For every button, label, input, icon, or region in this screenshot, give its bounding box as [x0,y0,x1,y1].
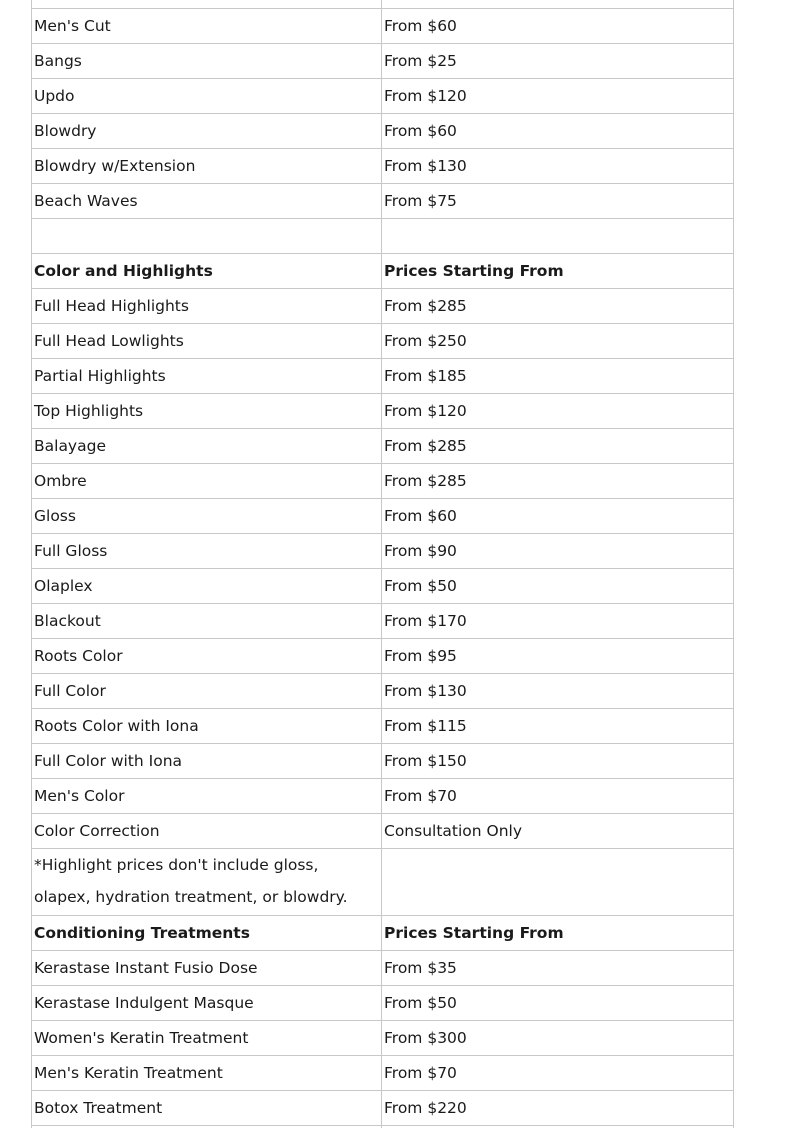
table-row [32,44,734,79]
service-price-cell: From $75 [382,184,734,219]
service-name-cell: Roots Color with Iona [32,709,382,744]
service-price-cell: From $25 [382,44,734,79]
section-header-row-conditioning [32,916,734,951]
table-row [32,986,734,1021]
service-name-cell [32,219,382,254]
service-name-cell: Full Gloss [32,534,382,569]
service-name-cell: Blackout [32,604,382,639]
section-header-price: Prices Starting From [382,254,734,289]
price-list-table [31,0,734,1128]
service-name-cell: Full Color [32,674,382,709]
table-row [32,79,734,114]
service-name-cell: Full Head Lowlights [32,324,382,359]
section-header-row-color [32,254,734,289]
service-price-cell: From $50 [382,569,734,604]
service-name-cell: Color Correction [32,814,382,849]
service-price-cell: From $70 [382,779,734,814]
table-row [32,1021,734,1056]
service-price-cell: From $120 [382,394,734,429]
table-row [32,779,734,814]
service-price-cell [382,219,734,254]
service-price-cell: From $115 [382,709,734,744]
table-row [32,709,734,744]
service-name-cell: Updo [32,79,382,114]
service-price-cell: From $185 [382,359,734,394]
table-row [32,114,734,149]
table-row [32,429,734,464]
service-name-cell: Balayage [32,429,382,464]
table-row [32,149,734,184]
table-row [32,464,734,499]
table-row [32,1091,734,1126]
table-row [32,604,734,639]
table-row [32,744,734,779]
service-price-cell: From $170 [382,604,734,639]
service-price-cell: Consultation Only [382,814,734,849]
table-row [32,499,734,534]
service-price-cell: From $285 [382,289,734,324]
service-price-cell: From $50 [382,986,734,1021]
service-price-cell: From $60 [382,114,734,149]
service-name-cell: Botox Treatment [32,1091,382,1126]
table-row [32,814,734,849]
service-name-cell: Men's Cut [32,9,382,44]
service-name-cell: Top Highlights [32,394,382,429]
empty-cell [382,849,734,916]
service-name-cell: Full Head Highlights [32,289,382,324]
service-price-cell: From $120 [382,79,734,114]
note-row [32,849,734,916]
service-name-cell: Men's Keratin Treatment [32,1056,382,1091]
service-price-cell: From $130 [382,674,734,709]
highlight-note: *Highlight prices don't include gloss, olapex, hydration treatment, or blowdry. [32,849,382,916]
service-name-cell: Roots Color [32,639,382,674]
service-name-cell: Blowdry [32,114,382,149]
table-row [32,184,734,219]
service-name-cell: Partial Highlights [32,359,382,394]
service-name-cell: Full Color with Iona [32,744,382,779]
service-price-cell: From $60 [382,9,734,44]
service-name-cell: Beach Waves [32,184,382,219]
table-row [32,289,734,324]
table-row [32,534,734,569]
service-name-cell: Men's Color [32,779,382,814]
service-price-cell: From $250 [382,324,734,359]
service-name-cell: Ombre [32,464,382,499]
table-row [32,1056,734,1091]
section-header-service: Conditioning Treatments [32,916,382,951]
service-name-cell: Kerastase Indulgent Masque [32,986,382,1021]
table-row [32,0,734,9]
price-list-container [31,0,734,1128]
table-row [32,324,734,359]
section-header-service: Color and Highlights [32,254,382,289]
service-name-cell: Olaplex [32,569,382,604]
table-row [32,639,734,674]
section-header-price: Prices Starting From [382,916,734,951]
table-row [32,9,734,44]
service-price-cell: From $60 [382,499,734,534]
service-price-cell: From $90 [382,534,734,569]
service-name-cell: Gloss [32,499,382,534]
service-name-cell: Blowdry w/Extension [32,149,382,184]
service-name-cell: Bangs [32,44,382,79]
service-price-cell: From $35 [382,951,734,986]
service-price-cell: From $220 [382,1091,734,1126]
table-row [32,674,734,709]
service-name-cell [32,0,382,9]
table-row [32,359,734,394]
service-price-cell: From $300 [382,1021,734,1056]
service-name-cell: Kerastase Instant Fusio Dose [32,951,382,986]
service-price-cell [382,0,734,9]
service-price-cell: From $70 [382,1056,734,1091]
table-row [32,394,734,429]
table-row [32,569,734,604]
service-price-cell: From $130 [382,149,734,184]
service-price-cell: From $285 [382,429,734,464]
price-list-body [32,0,734,1128]
service-price-cell: From $95 [382,639,734,674]
service-price-cell: From $150 [382,744,734,779]
table-row [32,219,734,254]
table-row [32,951,734,986]
service-price-cell: From $285 [382,464,734,499]
service-name-cell: Women's Keratin Treatment [32,1021,382,1056]
